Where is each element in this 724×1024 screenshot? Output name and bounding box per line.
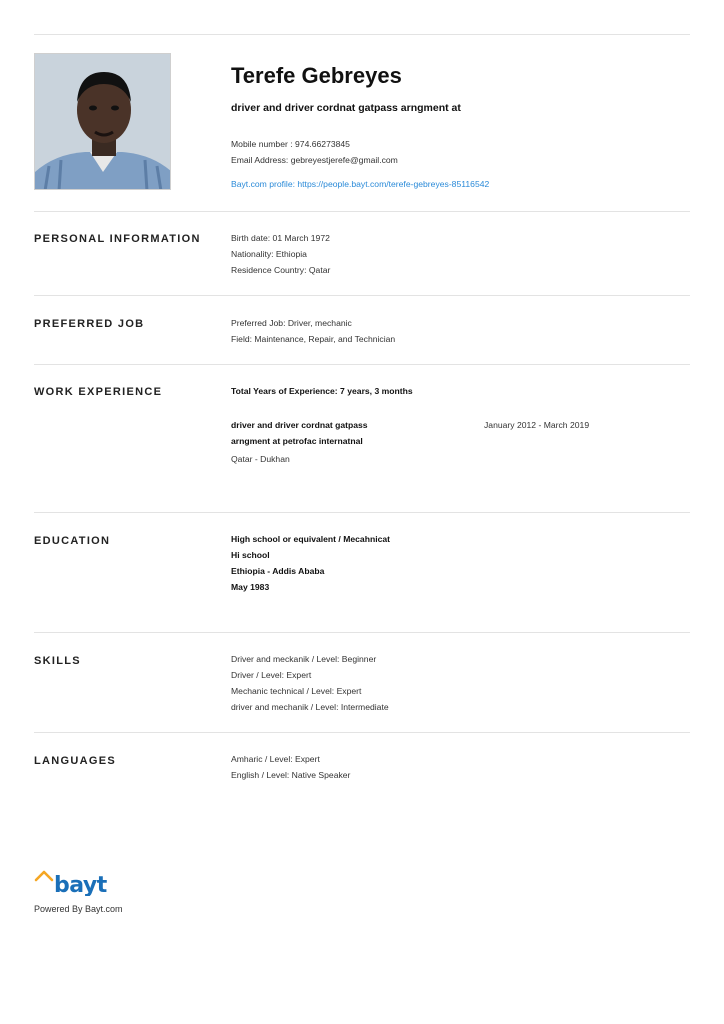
nationality: Nationality: Ethiopia	[231, 249, 307, 259]
section-title-languages: LANGUAGES	[34, 755, 116, 767]
bayt-logo-icon	[34, 868, 136, 896]
degree: High school or equivalent / Mecahnicat	[231, 534, 391, 544]
section-title-preferred-job: PREFERRED JOB	[34, 318, 145, 330]
job-field: Field: Maintenance, Repair, and Technician	[231, 334, 396, 344]
divider	[34, 295, 690, 296]
personal-info-list	[231, 230, 330, 278]
job-dates: January 2012 - March 2019	[484, 420, 590, 430]
section-title-skills: SKILLS	[34, 655, 81, 667]
skill-item: Driver / Level: Expert	[231, 670, 312, 680]
residence-country: Residence Country: Qatar	[231, 265, 331, 275]
mobile-number: Mobile number : 974.66273845	[231, 139, 350, 149]
candidate-headline: driver and driver cordnat gatpass arngment at	[231, 102, 461, 114]
divider	[34, 512, 690, 513]
email-address: Email Address: gebreyestjerefe@gmail.com	[231, 155, 398, 165]
section-title-education: EDUCATION	[34, 535, 111, 547]
skill-item: Driver and meckanik / Level: Beginner	[231, 654, 377, 664]
job-title	[231, 417, 368, 449]
profile-photo-image	[35, 54, 171, 190]
bayt-logo-text: bayt	[54, 873, 107, 896]
preferred-job-list	[231, 315, 395, 347]
powered-by-text: Powered By Bayt.com	[34, 904, 123, 914]
education-list	[231, 531, 390, 595]
divider	[34, 632, 690, 633]
bayt-logo	[34, 868, 136, 901]
school: Hi school	[231, 550, 270, 560]
language-item: Amharic / Level: Expert	[231, 754, 320, 764]
job-title-line: driver and driver cordnat gatpass	[231, 420, 368, 430]
job-location: Qatar - Dukhan	[231, 454, 290, 464]
section-title-work-experience: WORK EXPERIENCE	[34, 386, 163, 398]
bayt-profile-link[interactable]: Bayt.com profile: https://people.bayt.com/terefe-gebreyes-85116542	[231, 179, 490, 189]
birth-date: Birth date: 01 March 1972	[231, 233, 330, 243]
languages-list	[231, 751, 350, 783]
preferred-job: Preferred Job: Driver, mechanic	[231, 318, 352, 328]
divider	[34, 732, 690, 733]
skills-list	[231, 651, 389, 715]
skill-item: driver and mechanik / Level: Intermediate	[231, 702, 389, 712]
graduation-date: May 1983	[231, 582, 270, 592]
language-item: English / Level: Native Speaker	[231, 770, 351, 780]
candidate-name: Terefe Gebreyes	[231, 63, 402, 88]
divider-top	[34, 34, 690, 35]
school-location: Ethiopia - Addis Ababa	[231, 566, 325, 576]
section-title-personal: PERSONAL INFORMATION	[34, 233, 201, 245]
total-experience: Total Years of Experience: 7 years, 3 months	[231, 386, 413, 396]
job-title-line: arngment at petrofac internatnal	[231, 436, 363, 446]
divider	[34, 364, 690, 365]
skill-item: Mechanic technical / Level: Expert	[231, 686, 362, 696]
divider	[34, 211, 690, 212]
profile-photo	[34, 53, 171, 190]
